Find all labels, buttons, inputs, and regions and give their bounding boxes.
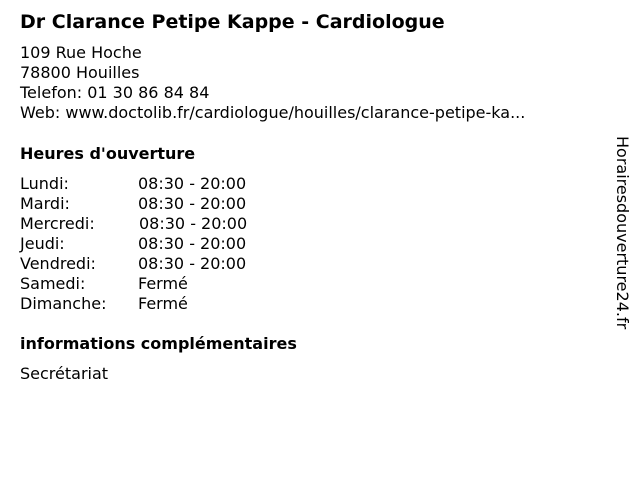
day-label: Mercredi: (20, 214, 95, 233)
city-address: 78800 Houilles (20, 63, 140, 82)
hours-value: Fermé (138, 294, 188, 313)
day-label: Mardi: (20, 194, 70, 213)
hours-value: 08:30 - 20:00 (138, 174, 247, 193)
address-block (20, 43, 525, 123)
hours-value: 08:30 - 20:00 (138, 254, 247, 273)
day-label: Lundi: (20, 174, 69, 193)
opening-hours-heading: Heures d'ouverture (20, 144, 196, 163)
street-address: 109 Rue Hoche (20, 43, 142, 62)
hours-value: 08:30 - 20:00 (138, 234, 247, 253)
hours-value: 08:30 - 20:00 (139, 214, 248, 233)
day-label: Jeudi: (20, 234, 65, 253)
site-watermark: Horairesdouverture24.fr (613, 136, 632, 330)
hours-value: 08:30 - 20:00 (138, 194, 247, 213)
day-label: Dimanche: (20, 294, 107, 313)
additional-info-text: Secrétariat (20, 364, 109, 383)
page-title: Dr Clarance Petipe Kappe - Cardiologue (20, 11, 445, 33)
website-link[interactable]: Web: www.doctolib.fr/cardiologue/houilles/clarance-petipe-ka... (20, 103, 526, 122)
day-label: Vendredi: (20, 254, 96, 273)
day-label: Samedi: (20, 274, 86, 293)
phone-number: Telefon: 01 30 86 84 84 (20, 83, 210, 102)
hours-value: Fermé (138, 274, 188, 293)
additional-info-heading: informations complémentaires (20, 334, 297, 353)
